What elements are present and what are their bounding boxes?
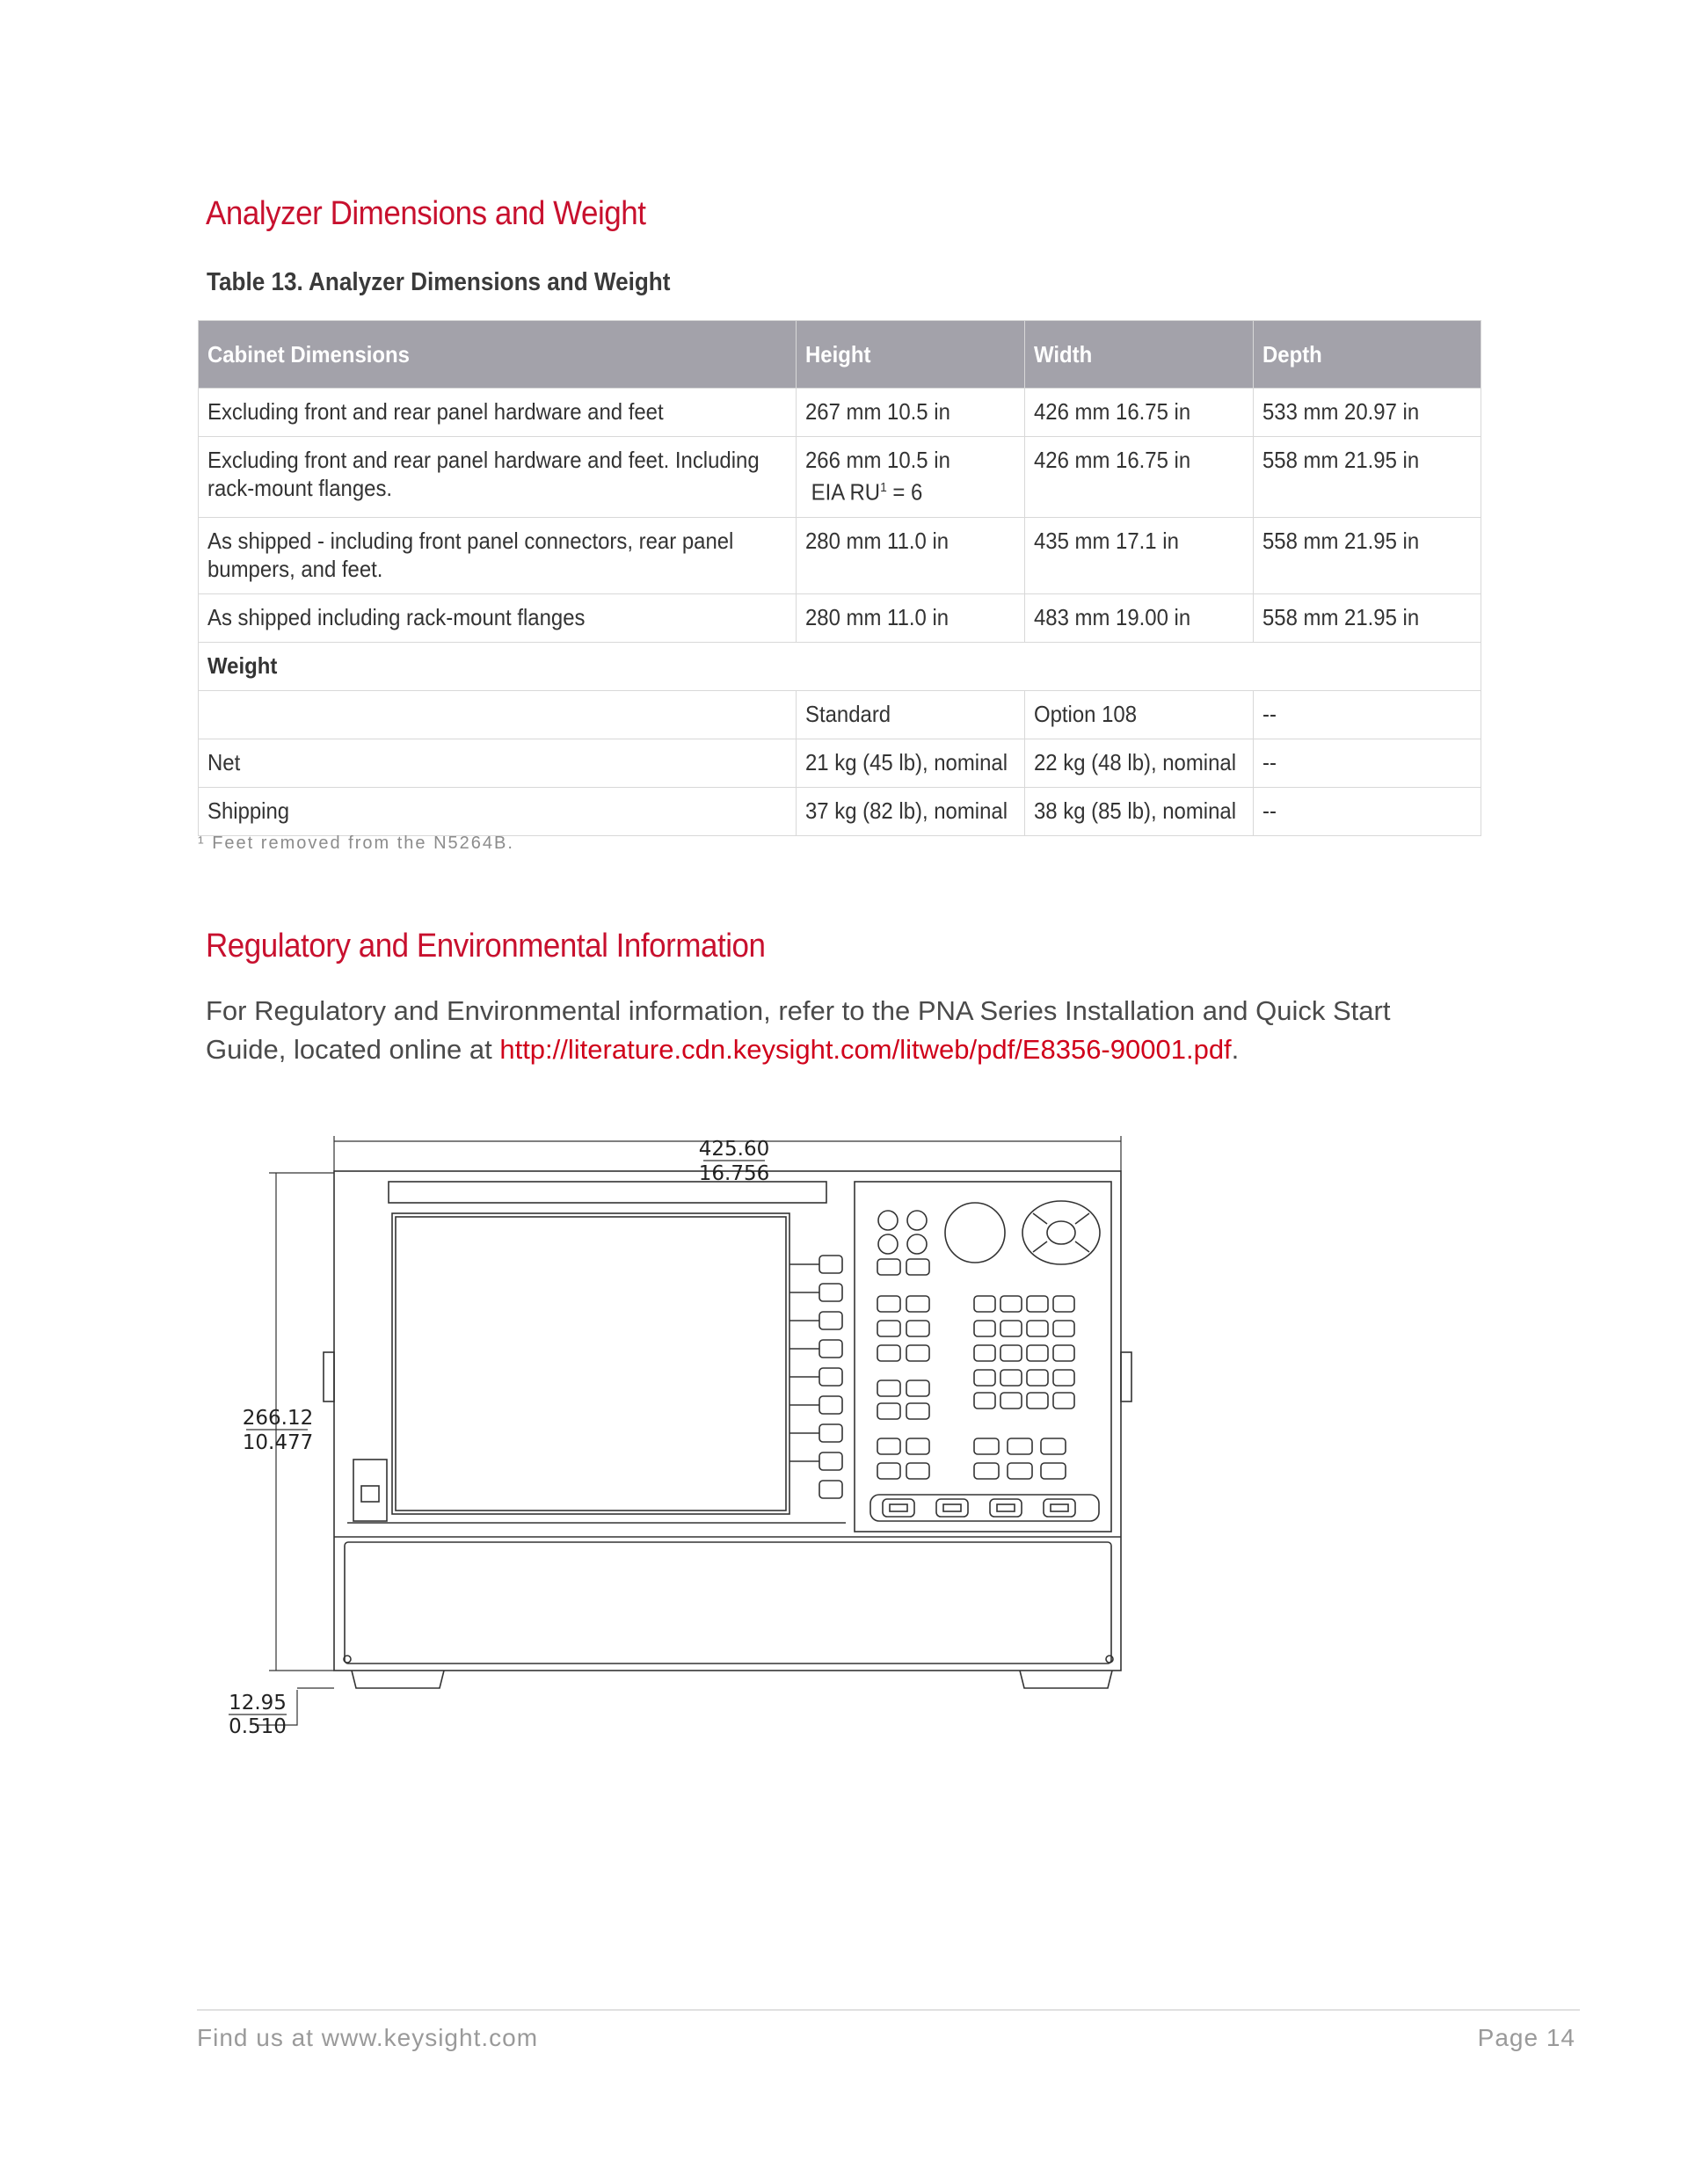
- table-row: [199, 389, 1481, 437]
- table-cell: 38 kg (85 lb), nominal: [1025, 787, 1254, 835]
- height-mm-label: 266.12: [242, 1407, 314, 1430]
- header-cabinet-dimensions: Cabinet Dimensions: [199, 321, 797, 389]
- table-cell: --: [1254, 739, 1481, 787]
- table-row: [199, 787, 1481, 835]
- table-cell: 266 mm 10.5 in EIA $RU^1 = 6$: [797, 437, 1025, 518]
- table-cell: [199, 690, 797, 739]
- table-cell: 558 mm 21.95 in: [1254, 437, 1481, 518]
- eia-ru-note: EIA $RU^1 = 6$: [811, 478, 923, 506]
- table-cell: 280 mm 11.0 in: [797, 517, 1025, 593]
- page-number: Page 14: [1477, 2024, 1575, 2051]
- table-cell: Excluding front and rear panel hardware and feet: [199, 389, 797, 437]
- table-cell: Option 108: [1025, 690, 1254, 739]
- regulatory-paragraph: For Regulatory and Environmental information, refer to the PNA Series Installation and Quick Start Guide, located online at http://literature.cdn.keysight.com/litweb/pdf/E8356-90001.pdf.: [206, 995, 1391, 1065]
- table-header-row: [199, 321, 1481, 389]
- table-caption: Table 13. Analyzer Dimensions and Weight: [207, 268, 671, 296]
- table-row: [199, 593, 1481, 642]
- table-cell: 558 mm 21.95 in: [1254, 593, 1481, 642]
- table-cell: 558 mm 21.95 in: [1254, 517, 1481, 593]
- table-cell: As shipped - including front panel connectors, rear panel bumpers, and feet.: [199, 517, 797, 593]
- weight-label-cell: Weight: [199, 642, 1481, 690]
- literature-link[interactable]: http://literature.cdn.keysight.com/litweb/pdf/E8356-90001.pdf: [499, 1034, 1232, 1065]
- feet-in-label: 0.510: [229, 1715, 287, 1738]
- table-cell: 37 kg (82 lb), nominal: [797, 787, 1025, 835]
- table-cell: 483 mm 19.00 in: [1025, 593, 1254, 642]
- table-cell: 426 mm 16.75 in: [1025, 389, 1254, 437]
- analyzer-front-panel-drawing: [220, 1108, 1152, 1758]
- header-height: Height: [797, 321, 1025, 389]
- table-cell: 22 kg (48 lb), nominal: [1025, 739, 1254, 787]
- header-depth: Depth: [1254, 321, 1481, 389]
- table-cell: Shipping: [199, 787, 797, 835]
- section-title-dimensions: Analyzer Dimensions and Weight: [206, 195, 646, 232]
- table-cell: 280 mm 11.0 in: [797, 593, 1025, 642]
- table-row: [199, 517, 1481, 593]
- feet-mm-label: 12.95: [229, 1692, 287, 1714]
- height-in-label: 10.477: [242, 1431, 314, 1454]
- table-cell: --: [1254, 690, 1481, 739]
- table-row: [199, 437, 1481, 518]
- width-in-label: 16.756: [698, 1162, 770, 1185]
- dimensions-table: [198, 320, 1481, 836]
- table-cell: Net: [199, 739, 797, 787]
- table-cell: --: [1254, 787, 1481, 835]
- footer-website: Find us at www.keysight.com: [197, 2024, 539, 2051]
- table-footnote: ¹ Feet removed from the N5264B.: [198, 834, 514, 853]
- table-cell: Excluding front and rear panel hardware and feet. Including rack-mount flanges.: [199, 437, 797, 518]
- table-cell: Standard: [797, 690, 1025, 739]
- table-cell: 533 mm 20.97 in: [1254, 389, 1481, 437]
- section-title-regulatory: Regulatory and Environmental Information: [206, 928, 766, 965]
- width-mm-label: 425.60: [698, 1138, 770, 1161]
- table-cell: 21 kg (45 lb), nominal: [797, 739, 1025, 787]
- table-cell: 426 mm 16.75 in: [1025, 437, 1254, 518]
- table-cell: 435 mm 17.1 in: [1025, 517, 1254, 593]
- header-width: Width: [1025, 321, 1254, 389]
- table-row: [199, 739, 1481, 787]
- table-cell: As shipped including rack-mount flanges: [199, 593, 797, 642]
- table-row: [199, 690, 1481, 739]
- weight-section-row: [199, 642, 1481, 690]
- footer-divider: [197, 2009, 1580, 2011]
- table-cell: 267 mm 10.5 in: [797, 389, 1025, 437]
